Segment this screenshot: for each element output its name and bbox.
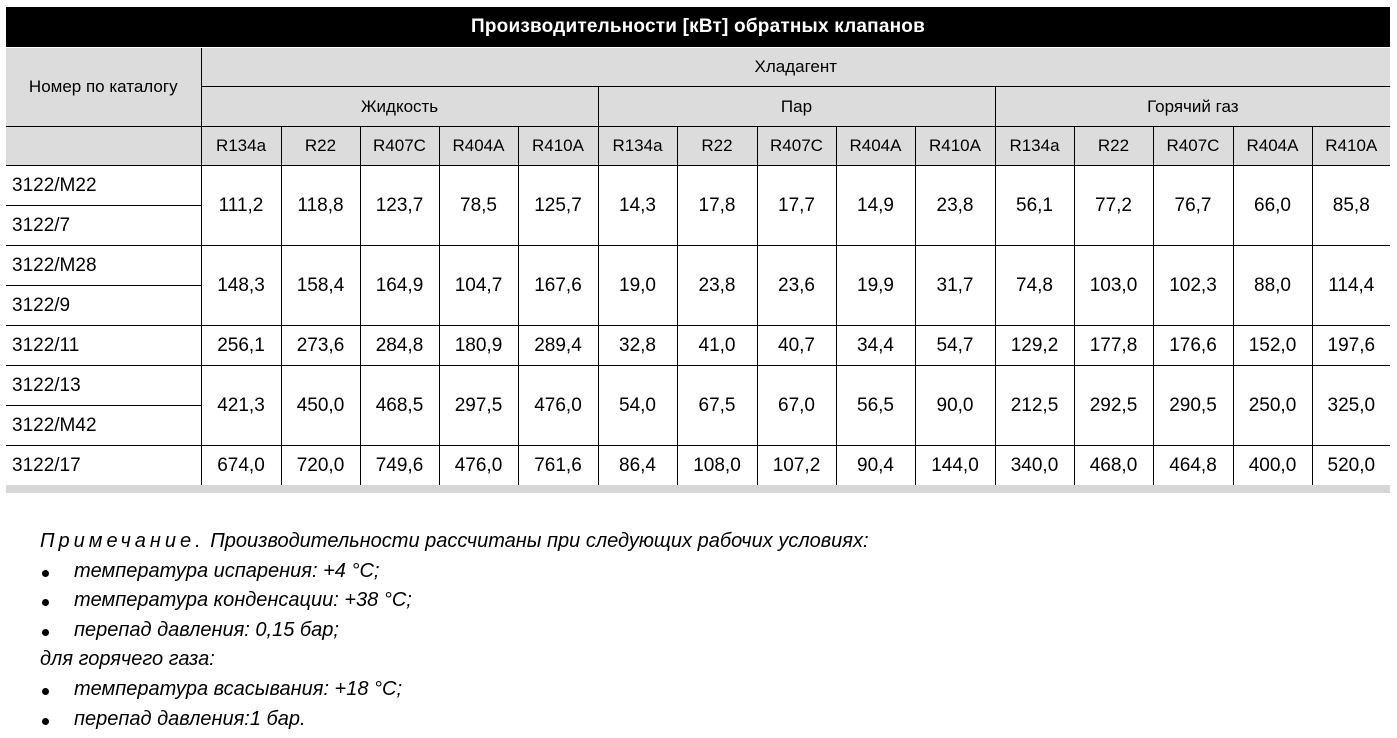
bullet-icon: [40, 705, 74, 735]
bullet-icon: [40, 675, 74, 705]
capacity-value-cell: 212,5: [995, 366, 1074, 446]
notes-lead-text: Производительности рассчитаны при следующих рабочих условиях:: [204, 530, 869, 552]
capacity-value-cell: 77,2: [1074, 166, 1153, 246]
note-item-text: температура испарения: +4 °С;: [74, 559, 380, 582]
catalog-number-cell: 3122/M42: [6, 406, 201, 446]
capacity-value-cell: 19,0: [598, 246, 677, 326]
catalog-number-cell: 3122/7: [6, 206, 201, 246]
notes-intro: [40, 527, 869, 557]
capacity-value-cell: 297,5: [439, 366, 518, 446]
capacity-value-cell: 421,3: [201, 366, 281, 446]
vapor-r404a-header: R404A: [836, 127, 915, 166]
capacity-value-cell: 520,0: [1327, 454, 1376, 476]
capacity-value-cell: 674,0: [201, 446, 281, 486]
capacity-value-cell: 54,7: [915, 326, 995, 366]
note-item: [40, 557, 869, 587]
table-row: [6, 366, 1390, 406]
capacity-value-cell: 23,8: [677, 246, 757, 326]
bullet-icon: [40, 616, 74, 646]
note-item: [40, 616, 869, 646]
hotgas-r404a-header: R404A: [1233, 127, 1312, 166]
capacity-value-cell: 17,8: [677, 166, 757, 246]
notes-subhead: [40, 645, 869, 675]
note-item-text: перепад давления: 0,15 бар;: [74, 618, 339, 641]
capacity-value-cell: 17,7: [757, 166, 836, 246]
capacity-value-cell: 67,0: [757, 366, 836, 446]
note-item-text: температура всасывания: +18 °С;: [74, 677, 403, 700]
table-title: Производительности [кВт] обратных клапанов: [6, 7, 1390, 47]
vapor-r407c-header: R407C: [757, 127, 836, 166]
capacity-value-cell: 114,4: [1312, 246, 1390, 326]
note-item: [40, 675, 869, 705]
capacity-value-cell: 85,8: [1312, 166, 1390, 246]
capacity-value-cell: 325,0: [1312, 366, 1390, 446]
catalog-number-cell: 3122/17: [6, 446, 201, 486]
capacity-value-cell: 290,5: [1153, 366, 1233, 446]
capacity-value-cell: 197,6: [1312, 326, 1390, 366]
capacity-value-cell: 32,8: [598, 326, 677, 366]
capacity-value-cell: 164,9: [360, 246, 439, 326]
catalog-number-cell: 3122/11: [6, 326, 201, 366]
capacity-value-cell: 14,9: [836, 166, 915, 246]
table-row: [6, 446, 1390, 486]
capacity-value-cell: 158,4: [281, 246, 360, 326]
capacity-value-cell: 761,6: [518, 446, 598, 486]
capacity-value-cell: 400,0: [1233, 446, 1312, 486]
note-item: [40, 705, 869, 735]
capacity-value-cell: 102,3: [1153, 246, 1233, 326]
capacity-value-cell: 450,0: [281, 366, 360, 446]
capacity-value-cell: 273,6: [281, 326, 360, 366]
capacity-value-cell: 125,7: [518, 166, 598, 246]
refrigerant-header: Хладагент: [201, 48, 1390, 87]
capacity-value-cell: 180,9: [439, 326, 518, 366]
capacity-value-cell: 23,6: [757, 246, 836, 326]
bullet-icon: [40, 557, 74, 587]
hotgas-r407c-header: R407C: [1153, 127, 1233, 166]
table-bottom-border: [6, 485, 1390, 493]
capacity-value-cell: 40,7: [757, 326, 836, 366]
capacity-value-cell: 54,0: [598, 366, 677, 446]
capacity-value-cell: 123,7: [360, 166, 439, 246]
table-row: [6, 326, 1390, 366]
liquid-r404a-header: R404A: [439, 127, 518, 166]
capacity-value-cell: 19,9: [836, 246, 915, 326]
capacity-value-cell: 41,0: [677, 326, 757, 366]
capacity-value-cell: 284,8: [360, 326, 439, 366]
table-body: [6, 166, 1390, 486]
capacity-value-cell: 340,0: [995, 446, 1074, 486]
hot-gas-group-header: Горячий газ: [995, 87, 1390, 127]
capacity-value-cell: 34,4: [836, 326, 915, 366]
catalog-number-header: Номер по каталогу: [6, 48, 201, 127]
table-row: [6, 246, 1390, 286]
vapor-group-header: Пар: [598, 87, 995, 127]
capacity-value-cell: 107,2: [757, 446, 836, 486]
capacity-value-cell: 292,5: [1074, 366, 1153, 446]
capacity-value-cell: 90,4: [836, 446, 915, 486]
capacity-value-cell: 78,5: [439, 166, 518, 246]
note-item-text: перепад давления:1 бар.: [74, 707, 306, 730]
capacity-value-cell: 148,3: [201, 246, 281, 326]
capacity-value-cell: 76,7: [1153, 166, 1233, 246]
liquid-r407c-header: R407C: [360, 127, 439, 166]
catalog-number-cell: 3122/M28: [6, 246, 201, 286]
vapor-r134a-header: R134a: [598, 127, 677, 166]
capacity-value-cell: 118,8: [281, 166, 360, 246]
capacity-value-cell: 176,6: [1153, 326, 1233, 366]
capacity-value-cell: 464,8: [1153, 446, 1233, 486]
capacity-value-cell: 86,4: [598, 446, 677, 486]
notes-block: [40, 527, 869, 734]
capacity-value-cell: 144,0: [915, 446, 995, 486]
capacity-value-cell: 88,0: [1233, 246, 1312, 326]
catalog-number-cell: 3122/M22: [6, 166, 201, 206]
note-item: [40, 586, 869, 616]
capacity-value-cell: 256,1: [201, 326, 281, 366]
capacity-value-cell: 289,4: [518, 326, 598, 366]
capacity-value-cell: 74,8: [995, 246, 1074, 326]
hotgas-r134a-header: R134a: [995, 127, 1074, 166]
capacity-value-cell: 66,0: [1233, 166, 1312, 246]
capacity-value-cell: 108,0: [677, 446, 757, 486]
catalog-header-spacer: [6, 127, 201, 166]
liquid-r410a-header: R410A: [518, 127, 598, 166]
capacity-value-cell: 167,6: [518, 246, 598, 326]
capacity-value-cell: 129,2: [995, 326, 1074, 366]
liquid-r22-header: R22: [281, 127, 360, 166]
note-item-text: температура конденсации: +38 °С;: [74, 589, 412, 612]
liquid-r134a-header: R134a: [201, 127, 281, 166]
notes-lead-word: Примечание.: [40, 530, 205, 552]
capacity-value-cell: 56,5: [836, 366, 915, 446]
capacity-value-cell: 56,1: [995, 166, 1074, 246]
capacity-value-cell: 468,0: [1074, 446, 1153, 486]
capacity-value-cell: 720,0: [281, 446, 360, 486]
capacity-value-cell: 67,5: [677, 366, 757, 446]
notes-subhead-text: для горячего газа:: [40, 648, 215, 671]
capacity-value-cell: 177,8: [1074, 326, 1153, 366]
capacity-value-cell: 468,5: [360, 366, 439, 446]
vapor-r410a-header: R410A: [915, 127, 995, 166]
hotgas-r22-header: R22: [1074, 127, 1153, 166]
capacity-value-cell: 104,7: [439, 246, 518, 326]
capacity-value-cell: 476,0: [518, 366, 598, 446]
capacity-value-cell: 749,6: [360, 446, 439, 486]
capacity-value-cell: 14,3: [598, 166, 677, 246]
capacity-value-cell: 103,0: [1074, 246, 1153, 326]
capacity-value-cell: 476,0: [439, 446, 518, 486]
catalog-number-cell: 3122/13: [6, 366, 201, 406]
capacity-value-cell: 23,8: [915, 166, 995, 246]
vapor-r22-header: R22: [677, 127, 757, 166]
capacity-value-cell: 31,7: [915, 246, 995, 326]
table-row: [6, 166, 1390, 206]
capacity-value-cell: 152,0: [1233, 326, 1312, 366]
catalog-number-cell: 3122/9: [6, 286, 201, 326]
bullet-icon: [40, 586, 74, 616]
capacity-table: [6, 48, 1390, 485]
capacity-value-cell: 111,2: [201, 166, 281, 246]
capacity-value-cell: 90,0: [915, 366, 995, 446]
capacity-value-cell: 250,0: [1233, 366, 1312, 446]
hotgas-r410a-header: R410A: [1312, 127, 1390, 166]
liquid-group-header: Жидкость: [201, 87, 598, 127]
